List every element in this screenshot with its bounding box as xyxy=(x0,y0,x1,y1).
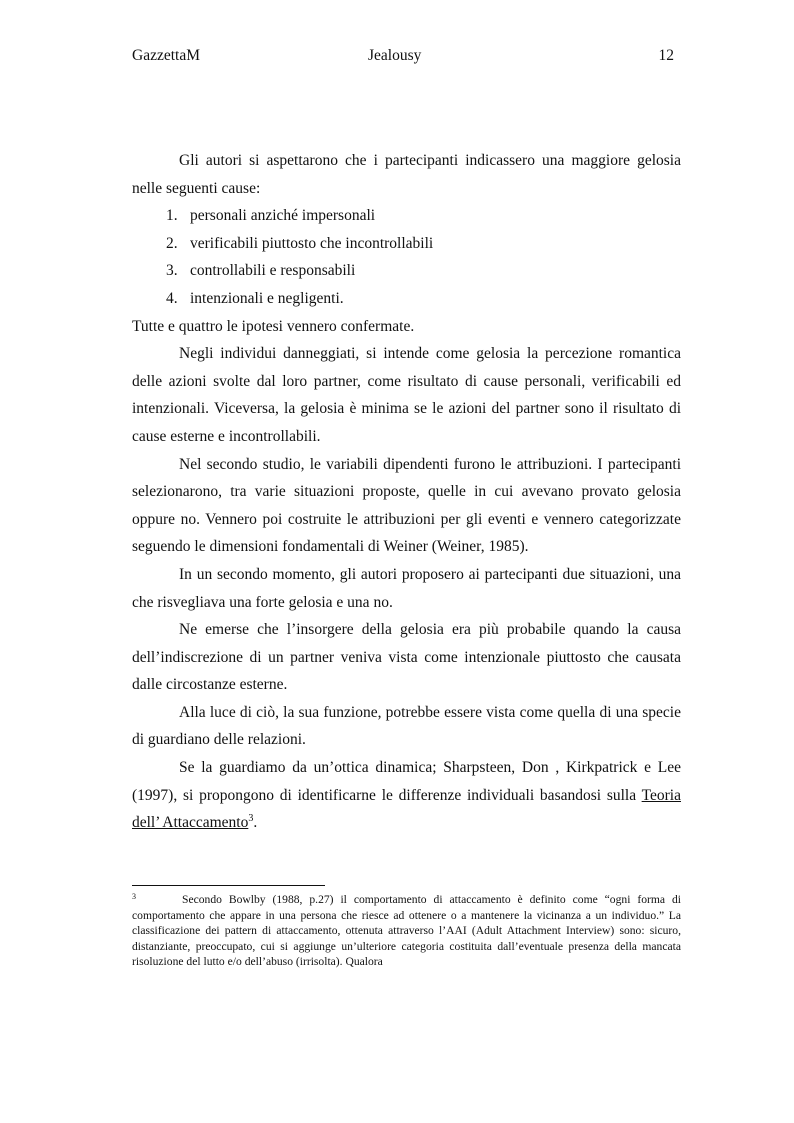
list-item xyxy=(166,285,681,313)
page-number: 12 xyxy=(658,47,674,64)
paragraph-dynamic-text: Se la guardiamo da un’ottica dinamica; Sharpsteen, Don , Kirkpatrick e Lee (1997), si propongono di identificarne le differenze individuali basandosi sulla xyxy=(132,759,681,804)
list-item-number: 4. xyxy=(166,289,178,307)
footnote-paragraph: 3 Secondo Bowlby (1988, p.27) il comportamento di attaccamento è definito come “ogni forma di comportamento che appare in una persona che riesce ad ottenere o a mantenere la vicinanza a un individuo.” La classificazione dei pattern di attaccamento, ottenuta attraverso l’AAI (Adult Attachment Interview) sono: sicuro, distanziante, preoccupato, cui si aggiunge un’ulteriore categoria costituita dall’eventuale presenza della mancata risoluzione del lutto e/o dell’abuso (irrisolta). Qualora xyxy=(132,892,681,969)
list-item-number: 1. xyxy=(166,207,178,225)
footnote-ref[interactable]: 3 xyxy=(248,813,254,825)
list-item-text: personali anziché impersonali xyxy=(190,207,376,225)
list-item xyxy=(166,257,681,285)
list-item-text: controllabili e responsabili xyxy=(190,262,356,280)
attachment-theory-link[interactable]: Teoria dell’ Attaccamento xyxy=(132,786,681,832)
causes-list xyxy=(132,202,681,312)
paragraph-damaged-individuals: Negli individui danneggiati, si intende come gelosia la percezione romantica delle azioni svolte dal loro partner, come risultato di cause personali, verificabili ed intenzionali. Viceversa, la gelosia è minima se le azioni del partner sono il risultato di cause esterne e incontrollabili. xyxy=(132,345,681,445)
footnote-divider xyxy=(132,885,325,886)
list-item-number: 2. xyxy=(166,234,178,252)
list-item xyxy=(166,230,681,258)
header-author: GazzettaM xyxy=(132,47,200,64)
page-header xyxy=(132,47,674,69)
paragraph-dynamic xyxy=(132,754,681,837)
document-body xyxy=(132,147,681,837)
list-item-text: verificabili piuttosto che incontrollabili xyxy=(190,234,434,252)
paragraph-function: Alla luce di ciò, la sua funzione, potrebbe essere vista come quella di una specie di guardiano delle relazioni. xyxy=(132,703,681,749)
list-item-text: intenzionali e negligenti. xyxy=(190,289,344,307)
list-item-number: 3. xyxy=(166,262,178,280)
paragraph-dynamic-end: . xyxy=(253,814,258,832)
header-title: Jealousy xyxy=(368,47,422,64)
footnote-text: Secondo Bowlby (1988, p.27) il comportamento di attaccamento è definito come “ogni forma di comportamento che appare in una persona che riesce ad ottenere o a mantenere la vicinanza a un individuo.” La classificazione dei pattern di attaccamento, ottenuta attraverso l’AAI (Adult Attachment Interview) sono: sicuro, distanziante, preoccupato, cui si aggiunge un’ulteriore categoria costituita dall’eventuale presenza della mancata risoluzione del lutto e/o dell’abuso (irrisolta). Qualora xyxy=(132,893,681,969)
paragraph-emergence: Ne emerse che l’insorgere della gelosia era più probabile quando la causa dell’indiscrezione di un partner veniva vista come intenzionale piuttosto che causata dalle circostanze esterne. xyxy=(132,621,681,694)
paragraph-second-moment: In un secondo momento, gli autori proposero ai partecipanti due situazioni, una che risvegliava una forte gelosia e una no. xyxy=(132,565,681,611)
footnote xyxy=(132,892,681,970)
list-item xyxy=(166,202,681,230)
paragraph-intro: Gli autori si aspettarono che i partecipanti indicassero una maggiore gelosia nelle seguenti cause: xyxy=(132,152,681,197)
paragraph-second-study: Nel secondo studio, le variabili dipendenti furono le attribuzioni. I partecipanti selezionarono, tra varie situazioni proposte, quelle in cui avevano provato gelosia oppure no. Vennero poi costruite le attribuzioni per gli eventi e vennero categorizzate seguendo le dimensioni fondamentali di Weiner (Weiner, 1985). xyxy=(132,455,681,556)
paragraph-hypotheses: Tutte e quattro le ipotesi vennero confermate. xyxy=(132,317,415,335)
